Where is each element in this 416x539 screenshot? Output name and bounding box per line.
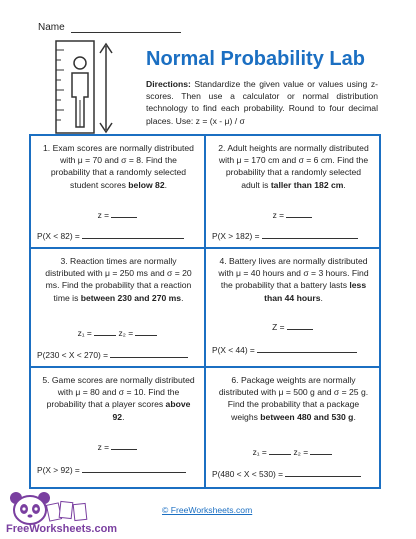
problem-1-z-blank[interactable]: [111, 209, 137, 218]
problem-grid: [29, 134, 381, 489]
problem-2-p-blank[interactable]: [262, 230, 358, 239]
problem-1-p-blank[interactable]: [82, 230, 184, 239]
footer-link[interactable]: © FreeWorksheets.com: [162, 505, 253, 515]
problem-6-z1-blank[interactable]: [269, 446, 291, 455]
directions: [146, 78, 378, 127]
problem-5-p-blank[interactable]: [82, 464, 186, 473]
problem-4-z-blank[interactable]: [287, 321, 313, 330]
problem-1-p-row: P(X < 82) =: [37, 230, 198, 241]
problem-3-p-blank[interactable]: [110, 349, 188, 358]
directions-label: Directions:: [146, 79, 191, 89]
problem-5-z-blank[interactable]: [111, 441, 137, 450]
name-field[interactable]: [71, 23, 181, 33]
problem-1-text: 1. Exam scores are normally distributed with μ = 70 and σ = 8. Find the probability that a randomly selected student scores below 82.: [43, 143, 194, 190]
problem-5-p-row: P(X > 92) =: [37, 464, 198, 475]
problem-4-z-row: Z =: [206, 321, 379, 332]
problem-3-text: 3. Reaction times are normally distributed with μ = 250 ms and σ = 20 ms. Find the probability that a reaction time is between 230 and 270 ms.: [45, 256, 192, 303]
name-row: [38, 22, 181, 33]
height-measure-icon: [44, 38, 140, 135]
problem-6-text: 6. Package weights are normally distributed with μ = 500 g and σ = 25 g. Find the probability that a package weighs between 480 and 530 g.: [218, 375, 369, 422]
problem-4-p-row: P(X < 44) =: [212, 344, 373, 355]
problem-6-p-row: P(480 < X < 530) =: [212, 468, 373, 479]
problem-3-z2-blank[interactable]: [135, 327, 157, 336]
problem-1: [31, 136, 206, 249]
problem-6: [206, 368, 379, 487]
problem-3-z-row: z₁ = z₂ =: [31, 327, 204, 338]
problem-5-text: 5. Game scores are normally distributed with μ = 80 and σ = 10. Find the probability that a player scores above 92.: [42, 375, 195, 422]
problem-5-z-row: z =: [31, 441, 204, 452]
problem-6-z-row: z₁ = z₂ =: [206, 446, 379, 457]
problem-2: [206, 136, 379, 249]
problem-2-z-blank[interactable]: [286, 209, 312, 218]
directions-text: Standardize the given value or values using z-scores. Then use a calculator or normal distribution technology to find each probability. Round to four decimal places. Use: z = (x - μ) / σ: [146, 79, 378, 126]
logo-text: FreeWorksheets.com: [6, 523, 118, 535]
freeworksheets-panda-logo: [4, 488, 134, 536]
problem-4-p-blank[interactable]: [257, 344, 357, 353]
problem-6-z2-blank[interactable]: [310, 446, 332, 455]
problem-4: [206, 249, 379, 368]
problem-4-text: 4. Battery lives are normally distributed with μ = 40 hours and σ = 3 hours. Find the probability that a battery lasts less than 44 hours.: [218, 256, 369, 303]
problem-3-z1-blank[interactable]: [94, 327, 116, 336]
problem-6-p-blank[interactable]: [285, 468, 361, 477]
problem-5: [31, 368, 206, 487]
problem-2-text: 2. Adult heights are normally distributed with μ = 170 cm and σ = 6 cm. Find the probability that a randomly selected adult is taller than 182 cm.: [218, 143, 369, 190]
problem-2-z-row: z =: [206, 209, 379, 220]
problem-1-z-row: z =: [31, 209, 204, 220]
problem-3: [31, 249, 206, 368]
problem-2-p-row: P(X > 182) =: [212, 230, 373, 241]
name-label: Name: [38, 22, 65, 33]
page-title: Normal Probability Lab: [146, 48, 365, 70]
problem-3-p-row: P(230 < X < 270) =: [37, 349, 198, 360]
